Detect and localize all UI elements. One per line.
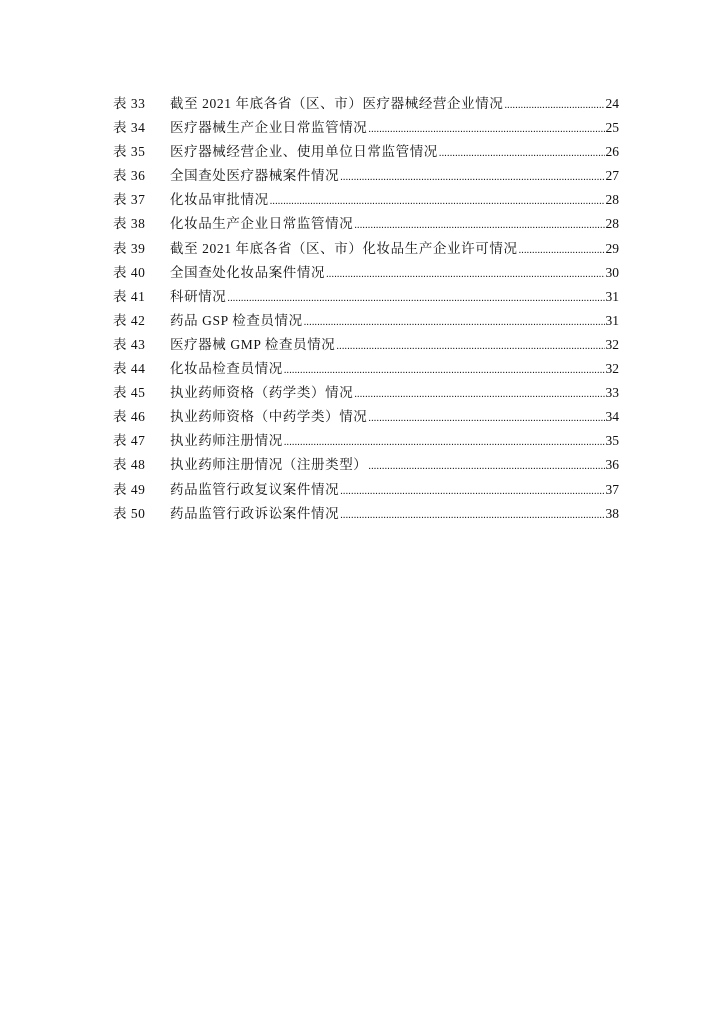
toc-title: 药品监管行政诉讼案件情况 xyxy=(170,505,340,521)
toc-table-number: 表 37 xyxy=(113,192,146,208)
toc-row[interactable] xyxy=(113,429,619,453)
toc-dot-leader xyxy=(439,142,605,166)
toc-table-number: 表 39 xyxy=(113,240,146,256)
toc-row[interactable] xyxy=(113,502,619,526)
toc-title: 医疗器械经营企业、使用单位日常监管情况 xyxy=(170,144,438,160)
toc-row[interactable] xyxy=(113,357,619,381)
toc-dot-leader xyxy=(354,383,604,407)
toc-page-number: 26 xyxy=(605,144,619,160)
toc-title: 化妆品检查员情况 xyxy=(170,361,283,377)
toc-row[interactable] xyxy=(113,381,619,405)
toc-table-number: 表 46 xyxy=(113,409,146,425)
toc-title: 化妆品生产企业日常监管情况 xyxy=(170,216,354,232)
toc-table-number: 表 33 xyxy=(113,96,146,111)
toc-page-number: 32 xyxy=(605,361,619,377)
toc-page-number: 24 xyxy=(605,96,619,111)
toc-table-number: 表 41 xyxy=(113,288,146,304)
toc-dot-leader xyxy=(340,504,604,528)
toc-dot-leader xyxy=(368,407,604,431)
toc-row[interactable] xyxy=(113,140,619,164)
toc-dot-leader xyxy=(340,166,604,190)
toc-dot-leader xyxy=(284,431,605,455)
toc-title: 医疗器械生产企业日常监管情况 xyxy=(170,120,368,136)
toc-dot-leader xyxy=(368,455,604,479)
toc-title: 科研情况 xyxy=(170,288,227,304)
toc-row[interactable] xyxy=(113,405,619,429)
toc-title: 执业药师注册情况 xyxy=(170,433,283,449)
toc-table-number: 表 40 xyxy=(113,264,146,280)
toc-page-number: 36 xyxy=(605,457,619,473)
toc-title: 药品监管行政复议案件情况 xyxy=(170,481,340,497)
toc-page-number: 28 xyxy=(605,192,619,208)
toc-dot-leader xyxy=(270,190,605,214)
toc-table-number: 表 38 xyxy=(113,216,146,232)
toc-page-number: 30 xyxy=(605,264,619,280)
toc-table-number: 表 34 xyxy=(113,120,146,136)
toc-title: 执业药师资格（中药学类）情况 xyxy=(170,409,368,425)
toc-row[interactable] xyxy=(113,285,619,309)
toc-dot-leader xyxy=(304,311,605,335)
toc-page-number: 32 xyxy=(605,336,619,352)
toc-dot-leader xyxy=(354,214,604,238)
toc-title: 全国查处化妆品案件情况 xyxy=(170,264,326,280)
toc-table-number: 表 35 xyxy=(113,144,146,160)
toc-table-number: 表 49 xyxy=(113,481,146,497)
toc-dot-leader xyxy=(519,239,605,263)
toc-title: 药品 GSP 检查员情况 xyxy=(170,312,303,328)
toc-title: 截至 2021 年底各省（区、市）医疗器械经营企业情况 xyxy=(170,96,504,111)
toc-page-number: 31 xyxy=(605,288,619,304)
toc-row[interactable] xyxy=(113,478,619,502)
toc-page-number: 34 xyxy=(605,409,619,425)
toc-table-number: 表 42 xyxy=(113,312,146,328)
toc-dot-leader xyxy=(340,480,604,504)
toc-title: 截至 2021 年底各省（区、市）化妆品生产企业许可情况 xyxy=(170,240,518,256)
toc-title: 医疗器械 GMP 检查员情况 xyxy=(170,336,336,352)
toc-page-number: 35 xyxy=(605,433,619,449)
toc-title: 执业药师注册情况（注册类型） xyxy=(170,457,368,473)
toc-table-number: 表 50 xyxy=(113,505,146,521)
toc-row[interactable] xyxy=(113,116,619,140)
toc-page-number: 29 xyxy=(605,240,619,256)
toc-title: 执业药师资格（药学类）情况 xyxy=(170,385,354,401)
toc-row[interactable] xyxy=(113,92,619,116)
toc-row[interactable] xyxy=(113,188,619,212)
toc-row[interactable] xyxy=(113,261,619,285)
toc-dot-leader xyxy=(368,118,604,142)
toc-title: 化妆品审批情况 xyxy=(170,192,269,208)
toc-dot-leader xyxy=(504,94,604,118)
toc-dot-leader xyxy=(336,335,604,359)
toc-page-number: 37 xyxy=(605,481,619,497)
toc-page-number: 25 xyxy=(605,120,619,136)
toc-row[interactable] xyxy=(113,333,619,357)
toc-row[interactable] xyxy=(113,453,619,477)
toc-table-number: 表 47 xyxy=(113,433,146,449)
toc-page-number: 28 xyxy=(605,216,619,232)
toc-table-number: 表 48 xyxy=(113,457,146,473)
toc-table-number: 表 43 xyxy=(113,336,146,352)
toc-page-number: 31 xyxy=(605,312,619,328)
toc-table-number: 表 44 xyxy=(113,361,146,377)
toc-table-number: 表 36 xyxy=(113,168,146,184)
toc-row[interactable] xyxy=(113,212,619,236)
toc-row[interactable] xyxy=(113,237,619,261)
table-of-contents xyxy=(113,92,619,526)
toc-row[interactable] xyxy=(113,309,619,333)
toc-page-number: 27 xyxy=(605,168,619,184)
toc-table-number: 表 45 xyxy=(113,385,146,401)
toc-dot-leader xyxy=(227,287,604,311)
toc-title: 全国查处医疗器械案件情况 xyxy=(170,168,340,184)
toc-dot-leader xyxy=(284,359,605,383)
toc-dot-leader xyxy=(326,263,604,287)
toc-row[interactable] xyxy=(113,164,619,188)
toc-page-number: 33 xyxy=(605,385,619,401)
toc-page-number: 38 xyxy=(605,505,619,521)
